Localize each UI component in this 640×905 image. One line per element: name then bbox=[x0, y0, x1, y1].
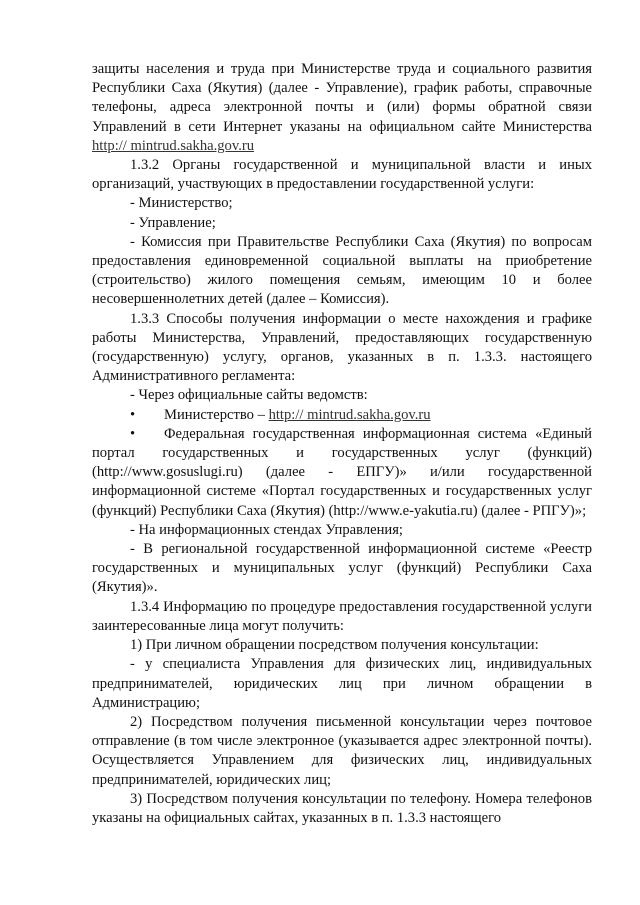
list-item-registry: - В региональной государственной информационной системе «Реестр государственных и муниципальных услуг (функций) Республики Саха (Якутия)». bbox=[92, 541, 592, 596]
paragraph-1-3-2: 1.3.2 Органы государственной и муниципальной власти и иных организаций, участвующих в предоставлении государственной услуги: bbox=[92, 157, 592, 193]
list-item-official-sites: - Через официальные сайты ведомств: bbox=[130, 387, 368, 404]
paragraph-text: защиты населения и труда при Министерстве труда и социального развития Республики Саха (Якутия) (далее - Управление), график работы, справочные телефоны, адреса электронной почты и (или) формы обратной связи Управлений в сети Интернет указаны на официальном сайте Министерства bbox=[92, 61, 592, 135]
paragraph-1-3-4: 1.3.4 Информацию по процедуре предоставления государственной услуги заинтересованные лица могут получить: bbox=[92, 598, 592, 634]
bullet-portals bbox=[92, 425, 592, 521]
list-item-phone: 3) Посредством получения консультации по телефону. Номера телефонов указаны на официальных сайтах, указанных в п. 1.3.3 настоящего bbox=[92, 790, 592, 826]
bullet-icon: • bbox=[130, 406, 136, 423]
paragraph-1-3-3: 1.3.3 Способы получения информации о месте нахождения и графике работы Министерства, Управлений, предоставляющих государственную (государственную) услугу, органов, указанных в п. 1.3.3. настоящего Административного регламента: bbox=[92, 310, 592, 385]
bullet-ministry bbox=[92, 406, 592, 425]
bullet-label: Министерство – bbox=[164, 406, 269, 423]
list-item-written: 2) Посредством получения письменной консультации через почтовое отправление (в том числе электронное (указывается адрес электронной почты). Осуществляется Управлением для физических лиц, индивидуальных предпринимателей, юридических лиц; bbox=[92, 713, 592, 788]
list-item-specialist: - у специалиста Управления для физических лиц, индивидуальных предпринимателей, юридических лиц при личном обращении в Администрацию; bbox=[92, 656, 592, 711]
list-item-personal: 1) При личном обращении посредством получения консультации: bbox=[130, 637, 539, 654]
paragraph-continuation bbox=[92, 60, 592, 156]
ministry-bullet-link[interactable]: http:// mintrud.sakha.gov.ru bbox=[268, 406, 431, 423]
list-item-department: - Управление; bbox=[130, 214, 216, 231]
list-item-commission: - Комиссия при Правительстве Республики Саха (Якутия) по вопросам предоставления единовременной социальной выплаты на приобретение (строительство) жилого помещения семьям, имеющим 10 и более несовершеннолетних детей (далее – Комиссия). bbox=[92, 233, 592, 308]
list-item-ministry: - Министерство; bbox=[130, 195, 233, 212]
bullet-icon: • bbox=[130, 425, 136, 442]
document-body bbox=[92, 60, 592, 828]
ministry-site-link[interactable]: http:// mintrud.sakha.gov.ru bbox=[92, 137, 254, 154]
list-item-stands: - На информационных стендах Управления; bbox=[130, 521, 403, 538]
bullet-text: Федеральная государственная информационная система «Единый портал государственных и государственных услуг (функций) (http://www.gosuslugi.ru) (далее - ЕПГУ)» и/или государственной информационной системе «Портал государственных и государственных услуг (функций) Республики Саха (Якутия) (http://www.e-yakutia.ru) (далее - РПГУ)»; bbox=[92, 425, 592, 519]
